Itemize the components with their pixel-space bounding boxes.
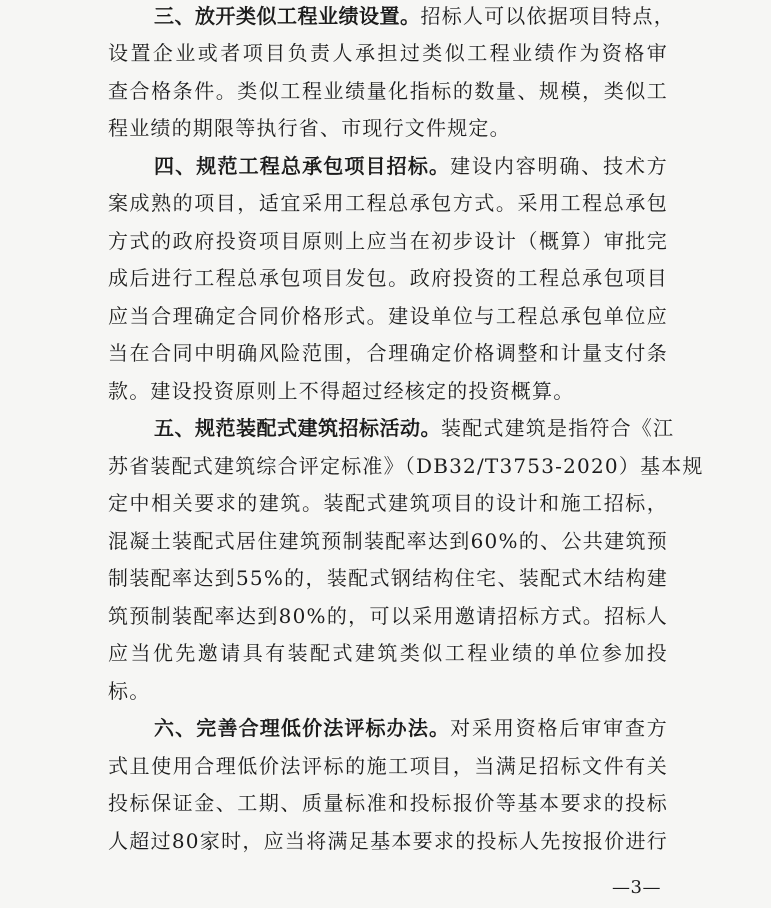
section-6-line: 投标保证金、工期、质量标准和投标报价等基本要求的投标 [108, 791, 668, 815]
section-5-line: 苏省装配式建筑综合评定标准》（DB32/T3753-2020）基本规 [108, 454, 704, 478]
section-5-text: 装配式建筑是指符合《江 [441, 416, 675, 440]
section-4-line: 款。建设投资原则上不得超过经核定的投资概算。 [108, 379, 575, 403]
section-3-text: 招标人可以依据项目特点， [420, 4, 675, 28]
section-3-line: 设置企业或者项目负责人承担过类似工程业绩作为资格审 [108, 41, 668, 65]
section-5-line: 定中相关要求的建筑。装配式建筑项目的设计和施工招标， [108, 491, 668, 515]
section-5-line: 混凝土装配式居住建筑预制装配率达到60%的、公共建筑预 [108, 529, 668, 553]
section-4-line: 案成熟的项目，适宜采用工程总承包方式。采用工程总承包 [108, 191, 668, 215]
section-4-heading: 四、规范工程总承包项目招标。 [154, 154, 451, 178]
section-3-heading: 三、放开类似工程业绩设置。 [154, 4, 421, 28]
section-5-first-line [154, 416, 675, 440]
section-5-line: 筑预制装配率达到80%的，可以采用邀请招标方式。招标人 [108, 604, 668, 628]
section-5-heading: 五、规范装配式建筑招标活动。 [154, 416, 441, 440]
section-6-first-line [154, 716, 668, 740]
section-4-line: 应当合理确定合同价格形式。建设单位与工程总承包单位应 [108, 304, 668, 328]
section-4-first-line [154, 154, 668, 178]
section-4-line: 方式的政府投资项目原则上应当在初步设计（概算）审批完 [108, 229, 668, 253]
page-number: —3— [612, 877, 661, 898]
section-5-line: 制装配率达到55%的，装配式钢结构住宅、装配式木结构建 [108, 566, 668, 590]
section-3-first-line [154, 4, 675, 28]
section-6-line: 人超过80家时，应当将满足基本要求的投标人先按报价进行 [108, 829, 668, 853]
section-5-line: 标。 [108, 679, 151, 703]
section-6-heading: 六、完善合理低价法评标办法。 [154, 716, 451, 740]
section-3-line: 查合格条件。类似工程业绩量化指标的数量、规模，类似工 [108, 79, 668, 103]
section-6-text: 对采用资格后审审查方 [450, 716, 669, 740]
section-4-line: 当在合同中明确风险范围，合理确定价格调整和计量支付条 [108, 341, 668, 365]
section-6-line: 式且使用合理低价法评标的施工项目，当满足招标文件有关 [108, 754, 668, 778]
section-5-line: 应当优先邀请具有装配式建筑类似工程业绩的单位参加投 [108, 641, 668, 665]
section-3-line: 程业绩的期限等执行省、市现行文件规定。 [108, 116, 511, 140]
section-4-text: 建设内容明确、技术方 [450, 154, 669, 178]
section-4-line: 成后进行工程总承包项目发包。政府投资的工程总承包项目 [108, 266, 668, 290]
